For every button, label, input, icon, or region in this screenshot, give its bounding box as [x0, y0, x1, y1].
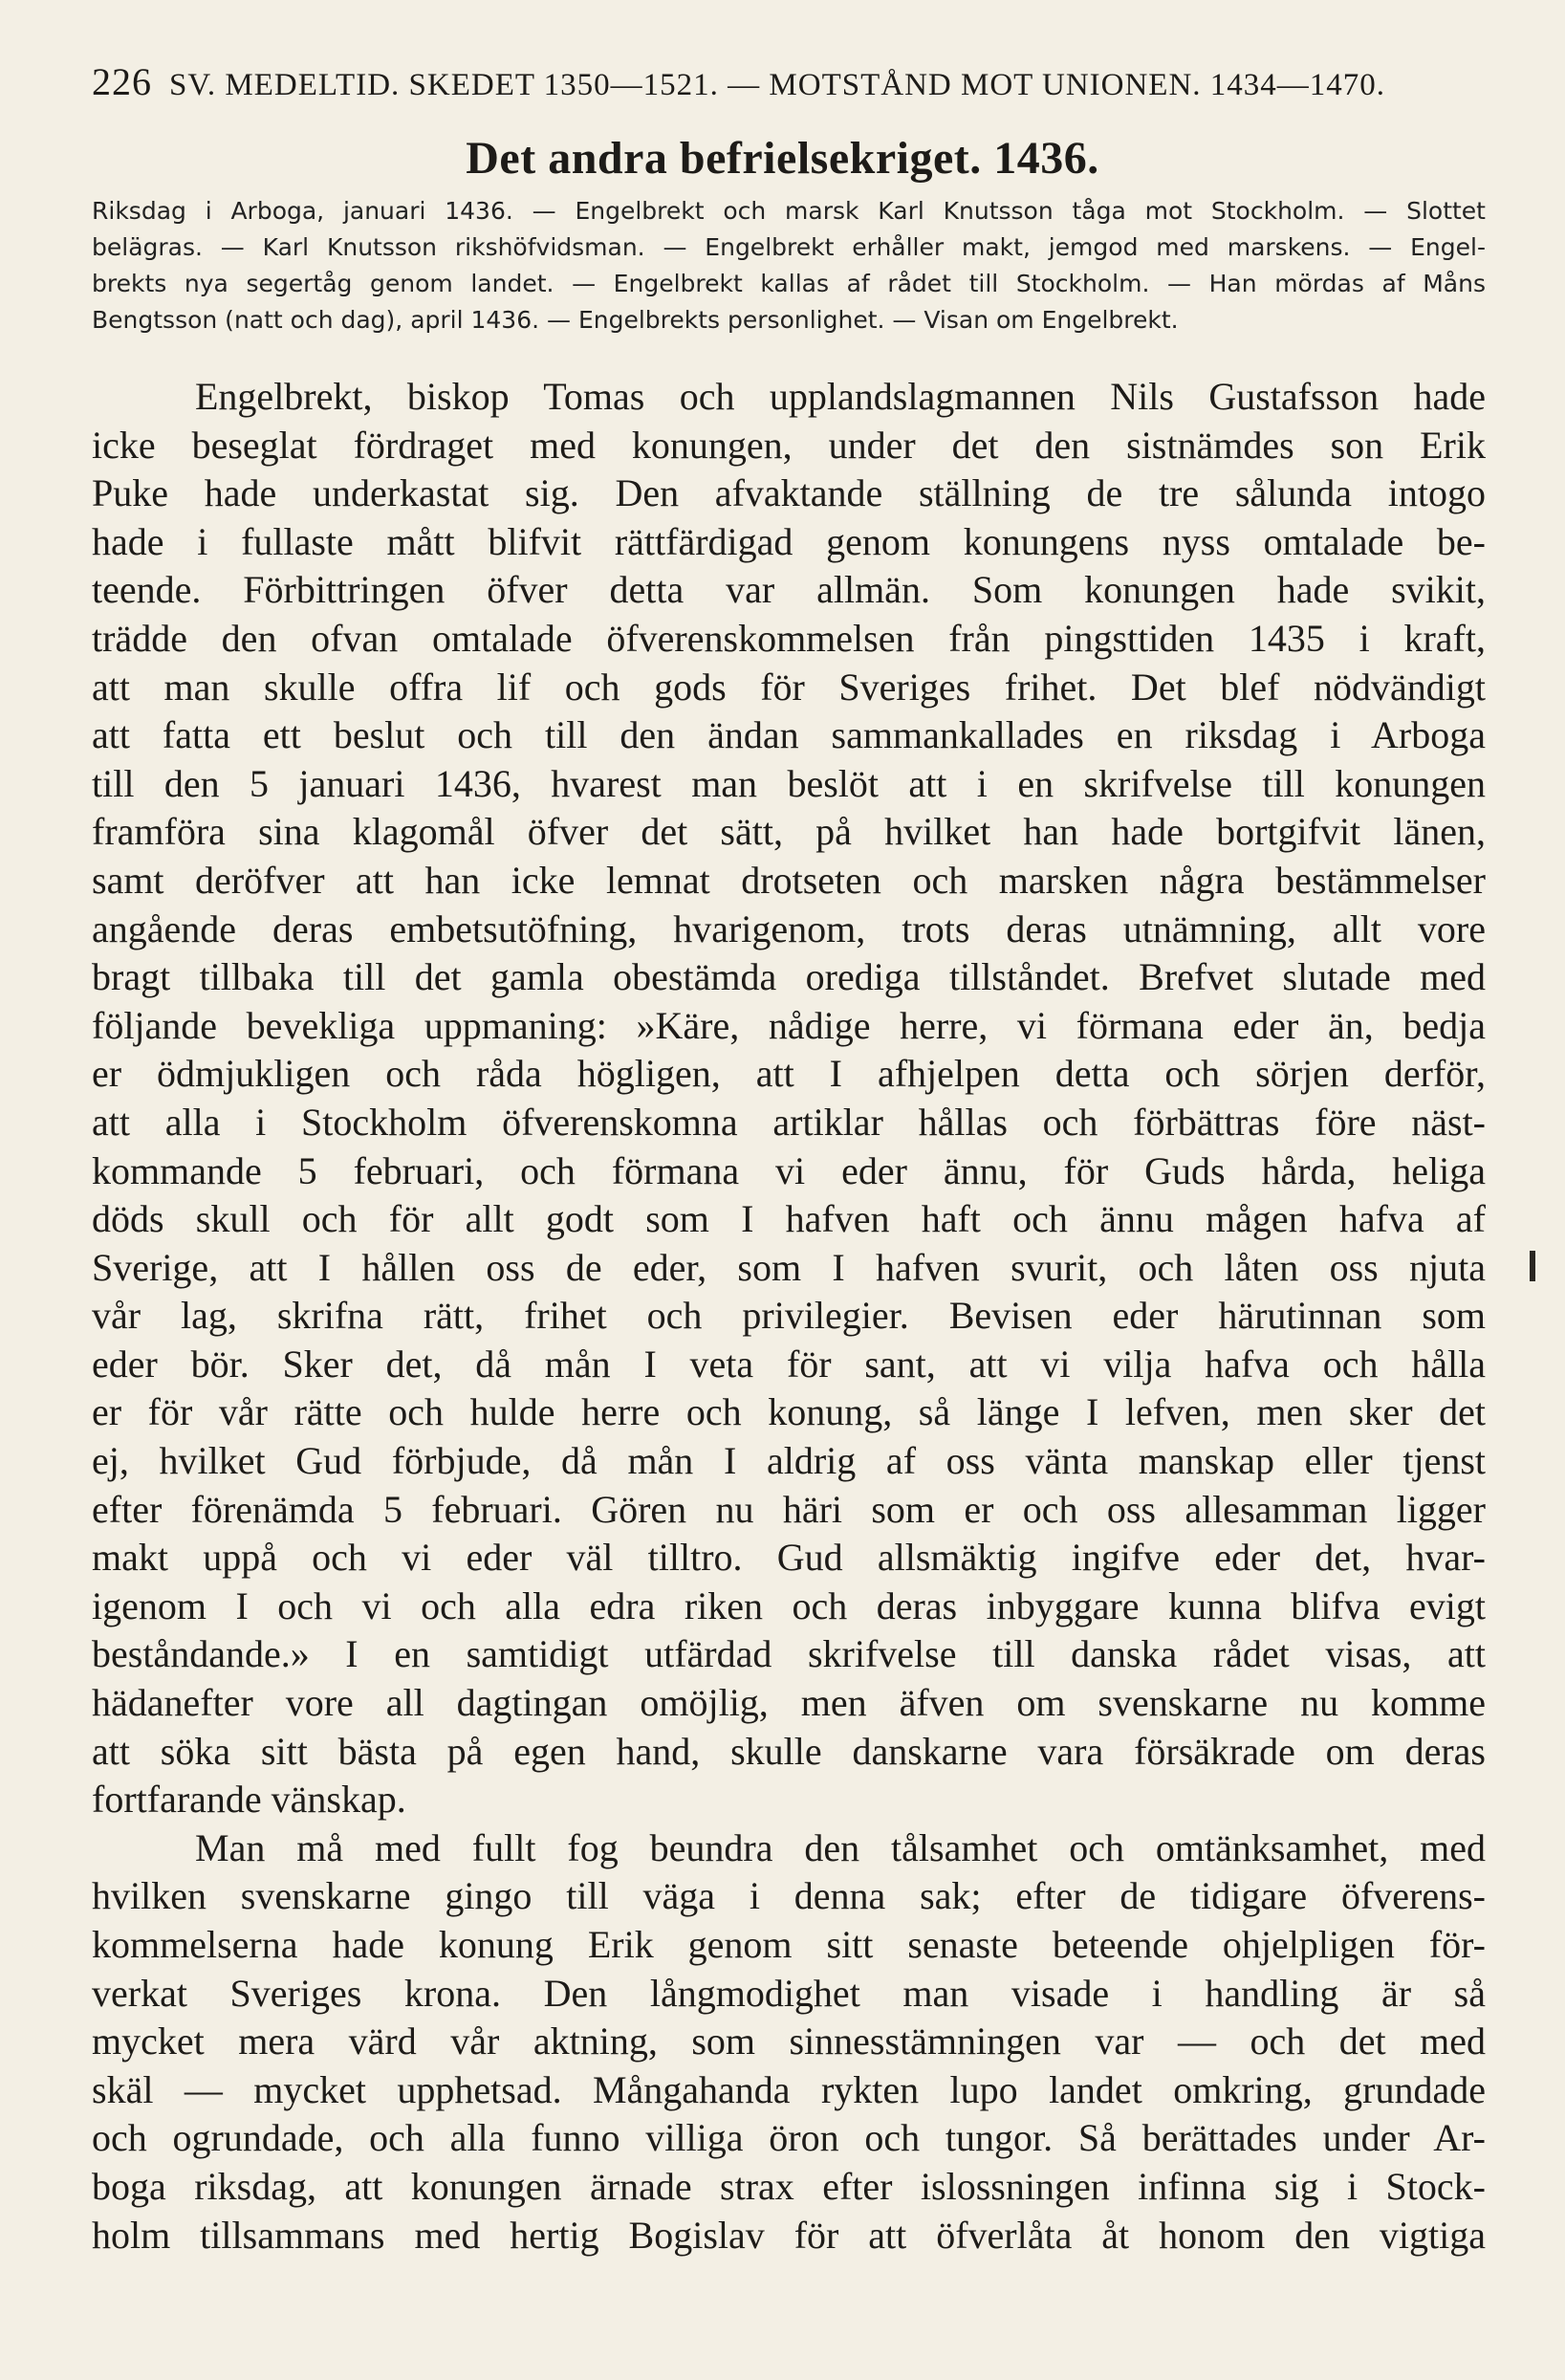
text-line: döds skull och för allt godt som I hafven haft och ännu mågen hafva af — [92, 1197, 1486, 1241]
text-line: beståndande.» I en samtidigt utfärdad skrifvelse till danska rådet visas, att — [92, 1632, 1486, 1676]
text-line: kommande 5 februari, och förmana vi eder ännu, för Guds hårda, heliga — [92, 1148, 1486, 1192]
text-line: eder bör. Sker det, då mån I veta för sant, att vi vilja hafva och hålla — [92, 1342, 1486, 1386]
text-line: hvilken svenskarne gingo till väga i denna sak; efter de tidigare öfverens- — [92, 1874, 1486, 1918]
text-line: att fatta ett beslut och till den ändan sammankallades en riksdag i Arboga — [92, 713, 1486, 757]
text-line: och ogrundade, och alla funno villiga öron och tungor. Så berättades under Ar- — [92, 2116, 1486, 2160]
text-line: vår lag, skrifna rätt, frihet och privilegier. Bevisen eder härutinnan som — [92, 1294, 1486, 1338]
margin-mark — [1530, 1251, 1535, 1281]
running-head-text: SV. MEDELTID. SKEDET 1350—1521. — MOTSTÅND MOT UNIONEN. 1434—1470. — [169, 68, 1386, 102]
text-line: framföra sina klagomål öfver det sätt, på hvilket han hade bortgifvit länen, — [92, 810, 1486, 854]
text-line: Sverige, att I hållen oss de eder, som I hafven svurit, och låten oss njuta — [92, 1245, 1486, 1289]
chapter-summary — [92, 193, 1486, 338]
text-line: fortfarande vänskap. — [92, 1778, 406, 1822]
text-line: angående deras embetsutöfning, hvarigenom, trots deras utnämning, allt vore — [92, 906, 1486, 950]
text-line: skäl — mycket upphetsad. Mångahanda rykten lupo landet omkring, grundade — [92, 2067, 1486, 2111]
summary-line: brekts nya segertåg genom landet. — Engelbrekt kallas af rådet till Stockholm. — Han mördas af Måns — [92, 270, 1486, 297]
chapter-title: Det andra befrielsekriget. 1436. — [466, 133, 1099, 184]
summary-line: Riksdag i Arboga, januari 1436. — Engelbrekt och marsk Karl Knutsson tåga mot Stockholm. — Slottet — [92, 197, 1486, 225]
text-line: att man skulle offra lif och gods för Sveriges frihet. Det blef nödvändigt — [92, 665, 1486, 709]
text-line: er ödmjukligen och råda högligen, att I afhjelpen detta och sörjen derför, — [92, 1052, 1486, 1096]
running-head — [92, 59, 1489, 113]
text-line: att alla i Stockholm öfverenskomna artiklar hållas och förbättras före näst- — [92, 1100, 1486, 1144]
text-line: ej, hvilket Gud förbjude, då mån I aldrig af oss vänta manskap eller tjenst — [92, 1439, 1486, 1483]
text-line: att söka sitt bästa på egen hand, skulle danskarne vara försäkrade om deras — [92, 1729, 1486, 1773]
text-line: teende. Förbittringen öfver detta var allmän. Som konungen hade svikit, — [92, 568, 1486, 612]
text-line: Man må med fullt fog beundra den tålsamhet och omtänksamhet, med — [195, 1825, 1486, 1869]
summary-line: belägras. — Karl Knutsson rikshöfvidsman. — Engelbrekt erhåller makt, jemgod med marskens. — Engel- — [92, 233, 1486, 261]
text-line: verkat Sveriges krona. Den långmodighet man visade i handling är så — [92, 1971, 1486, 2015]
text-line: holm tillsammans med hertig Bogislav för att öfverlåta åt honom den vigtiga — [92, 2213, 1486, 2257]
text-line: makt uppå och vi eder väl tilltro. Gud allsmäktig ingifve eder det, hvar- — [92, 1536, 1486, 1580]
page-number: 226 — [92, 60, 152, 103]
text-line: trädde den ofvan omtalade öfverenskommelsen från pingsttiden 1435 i kraft, — [92, 616, 1486, 660]
text-line: Puke hade underkastat sig. Den afvaktande ställning de tre sålunda intogo — [92, 471, 1486, 515]
text-line: icke beseglat fördraget med konungen, under det den sistnämdes son Erik — [92, 423, 1486, 467]
text-line: följande bevekliga uppmaning: »Käre, nådige herre, vi förmana eder än, bedja — [92, 1003, 1486, 1047]
text-line: hade i fullaste mått blifvit rättfärdigad genom konungens nyss omtalade be- — [92, 519, 1486, 563]
text-line: mycket mera värd vår aktning, som sinnesstämningen var — och det med — [92, 2020, 1486, 2063]
text-line: igenom I och vi och alla edra riken och deras inbyggare kunna blifva evigt — [92, 1583, 1486, 1627]
text-line: efter förenämda 5 februari. Gören nu häri som er och oss allesamman ligger — [92, 1487, 1486, 1531]
body-text — [92, 373, 1486, 2260]
text-line: bragt tillbaka till det gamla obestämda orediga tillståndet. Brefvet slutade med — [92, 955, 1486, 999]
text-line: till den 5 januari 1436, hvarest man beslöt att i en skrifvelse till konungen — [92, 761, 1486, 805]
summary-line: Bengtsson (natt och dag), april 1436. — Engelbrekts personlighet. — Visan om Engelbrekt. — [92, 306, 1179, 334]
text-line: samt deröfver att han icke lemnat drotseten och marsken några bestämmelser — [92, 858, 1486, 902]
text-line: er för vår rätte och hulde herre och konung, så länge I lefven, men sker det — [92, 1390, 1486, 1434]
text-line: kommelserna hade konung Erik genom sitt senaste beteende ohjelpligen för- — [92, 1923, 1486, 1966]
text-line: boga riksdag, att konungen ärnade strax efter islossningen infinna sig i Stock- — [92, 2164, 1486, 2208]
text-line: Engelbrekt, biskop Tomas och upplandslagmannen Nils Gustafsson hade — [195, 375, 1486, 418]
text-line: hädanefter vore all dagtingan omöjlig, men äfven om svenskarne nu komme — [92, 1681, 1486, 1725]
